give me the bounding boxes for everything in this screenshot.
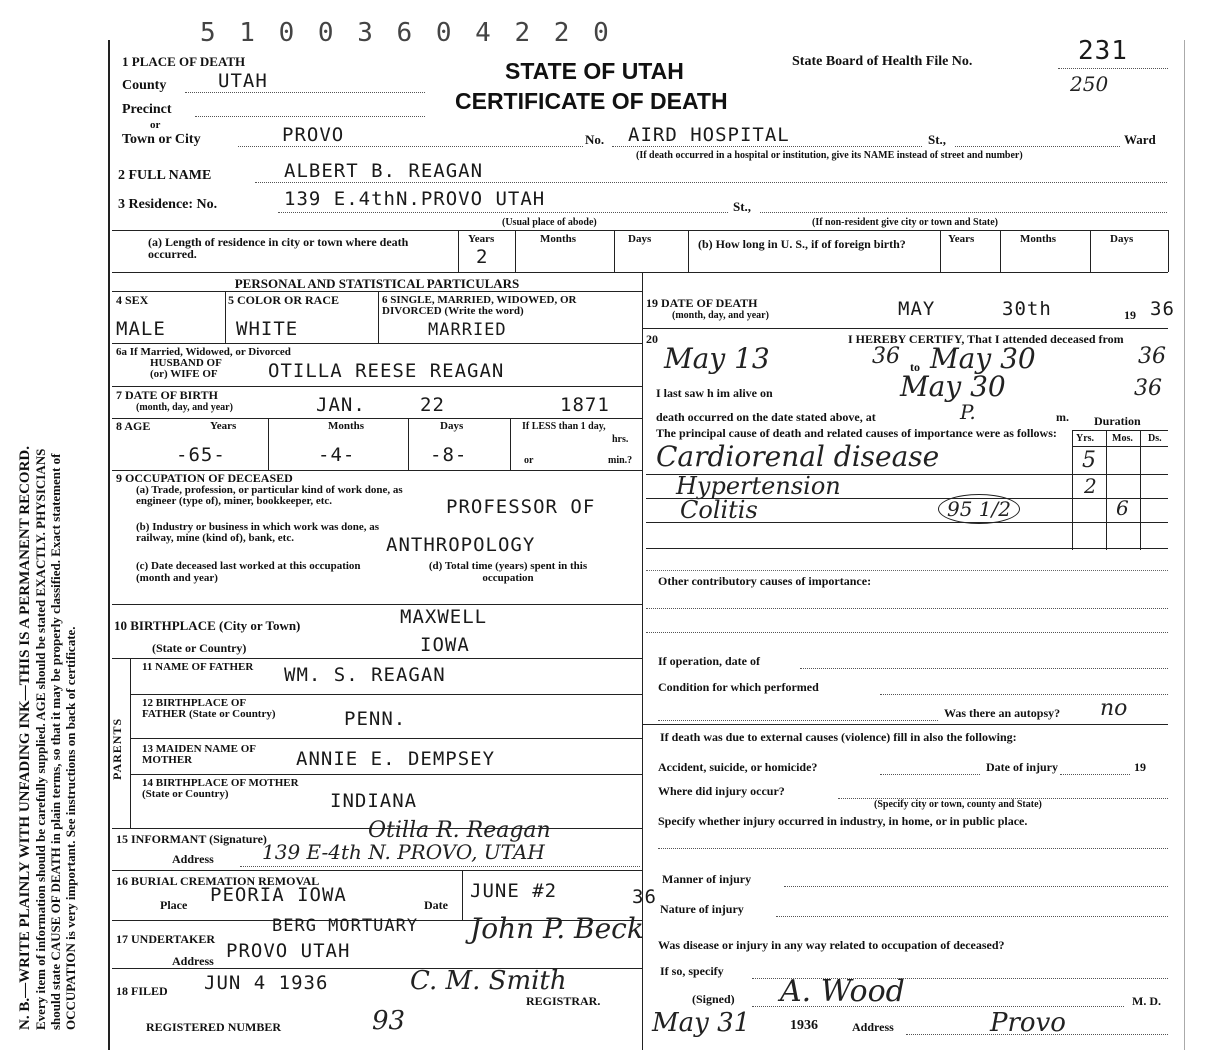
cause-2-text: Hypertension — [676, 472, 841, 500]
res-table-top — [112, 230, 1168, 231]
mother-birthplace-value: INDIANA — [330, 790, 418, 812]
certify-to-label: to — [910, 360, 920, 374]
undertaker-label: 17 UNDERTAKER — [116, 932, 216, 946]
hospital-value: AIRD HOSPITAL — [628, 124, 790, 146]
res-col-3 — [614, 230, 615, 272]
race-value: WHITE — [236, 318, 299, 340]
birthplace-label: 10 BIRTHPLACE (City or Town) — [114, 618, 301, 633]
removal-label: 16 BURIAL CREMATION REMOVAL — [116, 874, 320, 888]
last-saw-label: I last saw h im alive on — [656, 386, 773, 400]
occupation-a-label: (a) Trade, profession, or particular kind of work done, as engineer (type of), miner, bookkeeper, etc. — [136, 484, 403, 507]
place-heading: 1 PLACE OF DEATH — [122, 54, 246, 69]
us-col-1 — [940, 230, 941, 272]
autopsy-label: Was there an autopsy? — [944, 706, 1061, 720]
certificate-title: CERTIFICATE OF DEATH — [455, 88, 728, 114]
spouse-label-a: 6a If Married, Widowed, or Divorced — [116, 346, 291, 358]
res-months-label: Months — [540, 233, 577, 245]
usual-abode-note: (Usual place of abode) — [502, 217, 597, 228]
condition-line — [880, 694, 1168, 695]
address-line — [906, 1034, 1168, 1035]
cause-col-2 — [1106, 430, 1107, 550]
operation-label: If operation, date of — [658, 654, 760, 668]
death-year-prefix: 19 — [1124, 308, 1136, 322]
birth-year: 1871 — [560, 394, 610, 416]
spouse-label-c: (or) WIFE OF — [150, 368, 218, 380]
age-col-1 — [268, 418, 269, 470]
sex-label: 4 SEX — [116, 293, 149, 307]
occupation-c-label: (c) Date deceased last worked at this occupation (month and year) — [136, 560, 361, 584]
spouse-label-b: HUSBAND OF — [150, 357, 222, 369]
no-label: No. — [585, 132, 605, 147]
res-years-value: 2 — [476, 246, 489, 268]
death-time-m: m. — [1056, 410, 1069, 424]
or-label: or — [150, 119, 161, 131]
res-col-1 — [458, 230, 459, 272]
cause-col-1 — [1072, 430, 1073, 550]
where-label: Where did injury occur? — [658, 784, 785, 798]
specify-line — [658, 848, 1168, 849]
where-note: (Specify city or town, county and State) — [874, 799, 1042, 810]
related-label: Was disease or injury in any way related to occupation of deceased? — [658, 938, 1005, 952]
cause-mos-label: Mos. — [1112, 433, 1133, 444]
father-row-bottom — [130, 694, 642, 695]
race-label: 5 COLOR OR RACE — [228, 293, 340, 307]
filed-label: 18 FILED — [116, 984, 168, 998]
age-col-3 — [510, 418, 511, 470]
precinct-label: Precinct — [122, 102, 172, 117]
autopsy-row-bottom — [642, 724, 1168, 725]
autopsy-line-pre — [658, 720, 938, 721]
mother-name-value: ANNIE E. DEMPSEY — [296, 748, 496, 770]
sex-value: MALE — [116, 318, 166, 340]
side-line-2: Every item of information should be carefully supplied. AGE should be stated EXACTLY. PHYSICIANS — [33, 448, 48, 1030]
age-days-label: Days — [440, 420, 464, 432]
removal-year: 36 — [632, 886, 657, 908]
father-birthplace-label: 12 BIRTHPLACE OF FATHER (State or Country) — [142, 697, 276, 720]
other-line-2 — [646, 632, 1168, 633]
mother-row-bottom — [130, 774, 642, 775]
file-number-line — [1058, 68, 1168, 69]
parents-label: PARENTS — [110, 717, 124, 780]
last-saw-year: 36 — [1134, 376, 1162, 401]
father-birthplace-value: PENN. — [344, 708, 407, 730]
specify-label: Specify whether injury occurred in industry, in home, or in public place. — [658, 814, 1028, 828]
age-col-2 — [408, 418, 409, 470]
cause-code: 95 1/2 — [938, 494, 1020, 524]
age-min-label: min.? — [608, 455, 633, 466]
death-occurred-label: death occurred on the date stated above, at — [656, 410, 876, 424]
cause-2-yrs: 2 — [1084, 474, 1097, 498]
residence-street-label: St., — [733, 199, 752, 214]
parents-bar — [130, 658, 131, 828]
side-line-3: should state CAUSE OF DEATH in plain terms, so that it may be properly classified. Exact statement of — [48, 453, 63, 1030]
sex-race-div — [225, 291, 226, 343]
condition-label: Condition for which performed — [658, 680, 819, 694]
cause-ds-label: Ds. — [1148, 433, 1162, 444]
registered-number-label: REGISTERED NUMBER — [146, 1020, 282, 1034]
county-line — [185, 92, 425, 93]
birth-date-label: 7 DATE OF BIRTH — [116, 388, 218, 402]
personal-heading: PERSONAL AND STATISTICAL PARTICULARS — [234, 276, 520, 291]
signed-line — [752, 1006, 1124, 1007]
full-name-line — [255, 182, 1167, 183]
res-col-4 — [688, 230, 689, 272]
age-label: 8 AGE — [116, 419, 151, 433]
death-day: 30th — [1002, 298, 1052, 320]
age-months-label: Months — [328, 420, 365, 432]
birth-row-bottom — [112, 418, 642, 419]
res-years-label: Years — [468, 233, 495, 245]
res-col-2 — [515, 230, 516, 272]
birthplace-state: IOWA — [420, 634, 470, 656]
certify-text: I HEREBY CERTIFY, That I attended deceased from — [848, 332, 1124, 346]
age-less-label: If LESS than 1 day, — [522, 421, 606, 432]
file-number-handwritten: 250 — [1070, 72, 1109, 96]
street-line — [955, 146, 1120, 147]
injury-year-prefix: 19 — [1134, 760, 1146, 774]
county-label: County — [122, 78, 167, 93]
precinct-line — [195, 116, 425, 117]
us-years-label: Years — [948, 233, 975, 245]
physician-signature: A. Wood — [780, 974, 905, 1009]
file-number-label: State Board of Health File No. — [792, 54, 973, 69]
informant-line — [240, 866, 640, 867]
manner-label: Manner of injury — [662, 872, 752, 886]
informant-row-bottom — [112, 870, 642, 871]
birth-month: JAN. — [316, 394, 366, 416]
principal-cause-label: The principal cause of death and related causes of importance were as follows: — [656, 426, 1057, 440]
death-date-row-bottom — [642, 328, 1168, 329]
marital-label: 6 SINGLE, MARRIED, WIDOWED, OR DIVORCED (Write the word) — [382, 294, 577, 317]
residence-label: 3 Residence: No. — [118, 197, 218, 212]
occupation-heading: 9 OCCUPATION OF DECEASED — [116, 471, 293, 485]
full-name-value: ALBERT B. REAGAN — [284, 160, 484, 182]
town-line — [238, 146, 583, 147]
nonresident-note: (If non-resident give city or town and State) — [812, 217, 999, 228]
age-years-label: Years — [210, 420, 237, 432]
duration-label: Duration — [1094, 414, 1141, 428]
age-or-label: or — [524, 455, 534, 466]
birth-day: 22 — [420, 394, 445, 416]
father-name-value: WM. S. REAGAN — [284, 664, 446, 686]
removal-place: PEORIA IOWA — [210, 884, 347, 906]
undertaker-name: BERG MORTUARY — [272, 916, 419, 936]
side-line-1: N. B.—WRITE PLAINLY WITH UNFADING INK—THIS IS A PERMANENT RECORD. — [17, 446, 33, 1030]
injury-date-line — [1060, 774, 1130, 775]
signed-year-prefix: 1936 — [790, 1018, 818, 1033]
mother-birthplace-label: 14 BIRTHPLACE OF MOTHER (State or Country) — [142, 777, 299, 800]
cause-row-4 — [646, 548, 1168, 549]
length-residence-label: (a) Length of residence in city or town where death occurred. — [148, 235, 409, 261]
accident-label: Accident, suicide, or homicide? — [658, 760, 818, 774]
age-years: -65- — [176, 444, 226, 466]
death-month: MAY — [898, 298, 936, 320]
md-label: M. D. — [1132, 994, 1161, 1008]
registrar-label: REGISTRAR. — [526, 994, 601, 1008]
street-label: St., — [928, 132, 947, 147]
occupation-d-label: (d) Total time (years) spent in this occupation — [428, 560, 588, 584]
cause-3-text: Colitis — [680, 496, 758, 524]
personal-heading-line — [112, 291, 642, 292]
signed-address-label: Address — [852, 1020, 894, 1034]
last-saw-date: May 30 — [900, 370, 1006, 403]
us-col-2 — [1000, 230, 1001, 272]
spouse-row-bottom — [112, 386, 642, 387]
occupation-b-label: (b) Industry or business in which work was done, as railway, mine (kind of), bank, etc. — [136, 521, 380, 544]
town-value: PROVO — [282, 124, 345, 146]
age-days: -8- — [430, 444, 468, 466]
death-date-sub: (month, day, and year) — [672, 310, 769, 321]
us-col-4 — [1168, 230, 1169, 272]
cause-table-top — [1072, 430, 1168, 431]
cause-1-text: Cardiorenal disease — [656, 440, 940, 473]
us-col-3 — [1090, 230, 1091, 272]
full-name-label: 2 FULL NAME — [118, 168, 212, 183]
certify-to: May 30 — [930, 342, 1036, 375]
external-label: If death was due to external causes (violence) fill in also the following: — [660, 730, 1017, 744]
removal-date: JUNE #2 — [470, 880, 558, 902]
undertaker-signature: John P. Beck — [470, 912, 644, 945]
us-months-label: Months — [1020, 233, 1057, 245]
ward-label: Ward — [1124, 132, 1156, 147]
nature-label: Nature of injury — [660, 902, 744, 916]
occupation-a-value: PROFESSOR OF — [446, 496, 596, 518]
birth-date-sub: (month, day, and year) — [136, 402, 233, 413]
cause-extra-line — [646, 570, 1168, 571]
side-instructions — [18, 70, 78, 1030]
residence-street-line — [760, 212, 1167, 213]
sex-row-bottom — [112, 343, 642, 344]
hospital-line — [612, 146, 922, 147]
spouse-value: OTILLA REESE REAGAN — [268, 360, 505, 382]
death-date-label: 19 DATE OF DEATH — [646, 296, 758, 310]
autopsy-value: no — [1100, 696, 1128, 721]
certify-number: 20 — [646, 332, 658, 346]
res-table-bottom — [112, 272, 1168, 273]
father-bp-row-bottom — [130, 738, 642, 739]
occupation-b-value: ANTHROPOLOGY — [386, 534, 536, 556]
other-causes-label: Other contributory causes of importance: — [658, 574, 872, 588]
birthplace-city: MAXWELL — [400, 606, 488, 628]
informant-signature: Otilla R. Reagan — [368, 818, 551, 843]
age-months: -4- — [318, 444, 356, 466]
certify-from: May 13 — [664, 342, 770, 375]
removal-divider — [462, 870, 463, 920]
undertaker-address: PROVO UTAH — [226, 940, 351, 962]
cause-col-3 — [1140, 430, 1141, 550]
cause-head-bottom — [1072, 446, 1168, 447]
manner-line — [784, 886, 1168, 887]
left-border — [108, 40, 110, 1050]
removal-date-label: Date — [424, 898, 448, 912]
us-length-label: (b) How long in U. S., if of foreign birth? — [698, 237, 906, 251]
registered-number: 93 — [372, 1006, 406, 1036]
county-value: UTAH — [218, 70, 268, 92]
side-line-4: OCCUPATION is very important. See instructions on back of certificate. — [63, 626, 78, 1030]
accident-line — [880, 774, 980, 775]
mother-name-label: 13 MAIDEN NAME OF MOTHER — [142, 743, 256, 766]
removal-place-label: Place — [160, 898, 188, 912]
informant-address-label: Address — [172, 852, 214, 866]
marital-value: MARRIED — [428, 320, 507, 340]
residence-value: 139 E.4thN.PROVO UTAH — [284, 188, 546, 210]
right-border — [1184, 40, 1185, 1050]
filed-value: JUN 4 1936 — [204, 972, 329, 994]
town-label: Town or City — [122, 132, 201, 147]
operation-line — [800, 668, 1168, 669]
signed-label: (Signed) — [692, 992, 735, 1006]
birthplace-state-label: (State or Country) — [152, 641, 247, 655]
signed-address: Provo — [990, 1008, 1066, 1038]
signed-date: May 31 — [652, 1008, 751, 1038]
informant-address: 139 E-4th N. PROVO, UTAH — [262, 840, 545, 864]
birthplace-row-bottom — [112, 658, 642, 659]
death-year: 36 — [1150, 298, 1175, 320]
nature-line — [776, 916, 1168, 917]
cause-yrs-label: Yrs. — [1076, 433, 1095, 444]
if-so-label: If so, specify — [660, 964, 724, 978]
residence-line — [278, 212, 728, 213]
death-time: P. — [960, 400, 976, 424]
certify-to-year: 36 — [1138, 344, 1166, 369]
us-days-label: Days — [1110, 233, 1134, 245]
registrar-signature: C. M. Smith — [410, 966, 567, 996]
injury-date-label: Date of injury — [986, 760, 1058, 774]
age-hrs-label: hrs. — [612, 434, 629, 445]
occupation-row-bottom — [112, 604, 642, 605]
cause-1-yrs: 5 — [1082, 448, 1096, 473]
certify-from-year: 36 — [872, 344, 900, 369]
undertaker-address-label: Address — [172, 954, 214, 968]
file-number: 231 — [1078, 36, 1128, 66]
serial-number: 5 1 0 0 3 6 0 4 2 2 0 — [200, 18, 613, 48]
father-name-label: 11 NAME OF FATHER — [142, 661, 254, 673]
res-days-label: Days — [628, 233, 652, 245]
informant-label: 15 INFORMANT (Signature) — [116, 832, 267, 846]
hospital-note: (If death occurred in a hospital or institution, give its NAME instead of street and number) — [636, 150, 1023, 161]
other-line-1 — [646, 608, 1168, 609]
state-title: STATE OF UTAH — [505, 58, 684, 84]
cause-3-mos: 6 — [1116, 496, 1129, 520]
race-marital-div — [378, 291, 379, 343]
